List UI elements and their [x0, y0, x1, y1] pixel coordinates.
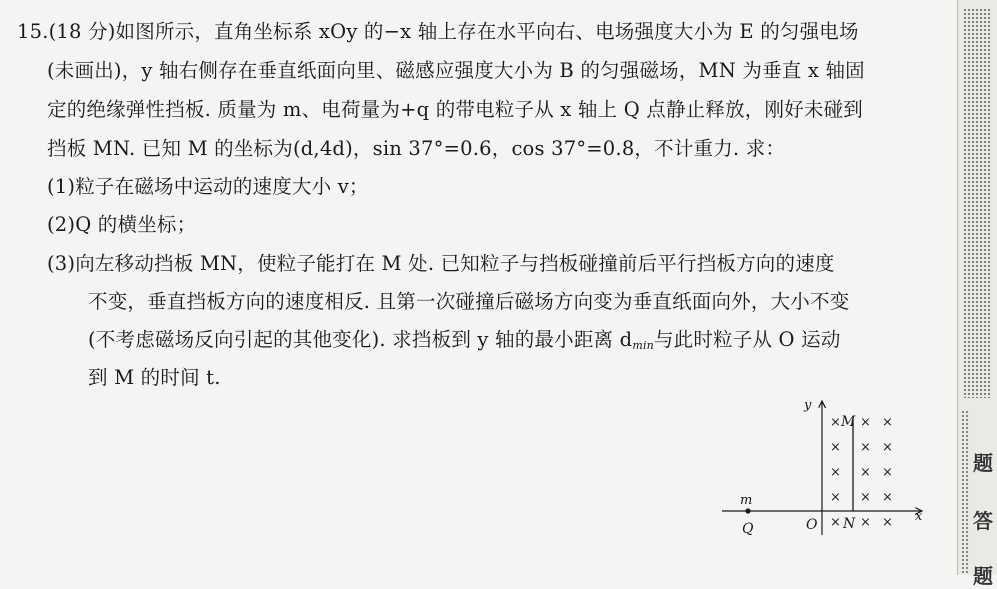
question-3-line-1: (3)向左移动挡板 MN，使粒子能打在 M 处. 已知粒子与挡板碰撞前后平行挡板方向的速度: [47, 252, 835, 275]
dotted-border: [963, 8, 991, 398]
coordinate-diagram: [700, 395, 930, 545]
question-3-line-2: 不变，垂直挡板方向的速度相反. 且第一次碰撞后磁场方向变为垂直纸面向外，大小不变: [88, 290, 850, 313]
dmin-subscript: min: [632, 339, 654, 352]
field-cross: ×: [830, 515, 841, 530]
field-cross: ×: [882, 515, 893, 530]
field-cross: ×: [830, 490, 841, 505]
field-cross: ×: [860, 490, 871, 505]
question-3-line-3-pre: (不考虑磁场反向引起的其他变化). 求挡板到 y 轴的最小距离 d: [88, 328, 633, 351]
origin-label: O: [806, 517, 818, 533]
field-cross: ×: [882, 440, 893, 455]
field-cross: ×: [860, 465, 871, 480]
field-cross: ×: [860, 515, 871, 530]
field-cross: ×: [860, 415, 871, 430]
field-cross: ×: [830, 440, 841, 455]
problem-statement-line-2: (未画出)，y 轴右侧存在垂直纸面向里、磁感应强度大小为 B 的匀强磁场，MN 为垂直 x 轴固: [47, 59, 865, 82]
field-cross: ×: [882, 415, 893, 430]
question-3-line-3-post: 与此时粒子从 O 运动: [653, 328, 841, 351]
margin-char-2: 答: [973, 509, 993, 533]
field-cross: ×: [882, 490, 893, 505]
point-q-label: Q: [742, 521, 754, 537]
problem-statement-line-1: 15.(18 分)如图所示，直角坐标系 xOy 的−x 轴上存在水平向右、电场强度大小为 E 的匀强电场: [17, 20, 859, 43]
question-3-line-3: [88, 325, 841, 361]
problem-statement-line-4: 挡板 MN. 已知 M 的坐标为(d,4d)，sin 37°=0.6，cos 37°=0.8，不计重力. 求：: [47, 137, 786, 160]
point-m-label: M: [841, 414, 856, 430]
margin-char-1: 题: [973, 451, 993, 475]
field-cross: ×: [882, 465, 893, 480]
field-cross: ×: [860, 440, 871, 455]
particle-dot: [745, 508, 750, 513]
particle-m-label: m: [740, 493, 753, 508]
problem-statement-line-3: 定的绝缘弹性挡板. 质量为 m、电荷量为+q 的带电粒子从 x 轴上 Q 点静止释放，刚好未碰到: [47, 98, 863, 121]
question-3-line-4: 到 M 的时间 t.: [88, 366, 221, 389]
margin-char-3: 题: [973, 564, 993, 588]
field-cross: ×: [830, 465, 841, 480]
question-1: (1)粒子在磁场中运动的速度大小 v；: [47, 175, 369, 198]
question-2: (2)Q 的横坐标；: [47, 213, 197, 236]
dotted-border-lower: [961, 410, 969, 575]
y-axis-label: y: [804, 398, 812, 413]
point-n-label: N: [843, 516, 856, 532]
x-axis-label: x: [915, 509, 923, 524]
answer-margin-strip: [957, 0, 997, 588]
field-cross: ×: [830, 415, 841, 430]
magnetic-field-crosses: [830, 415, 893, 530]
